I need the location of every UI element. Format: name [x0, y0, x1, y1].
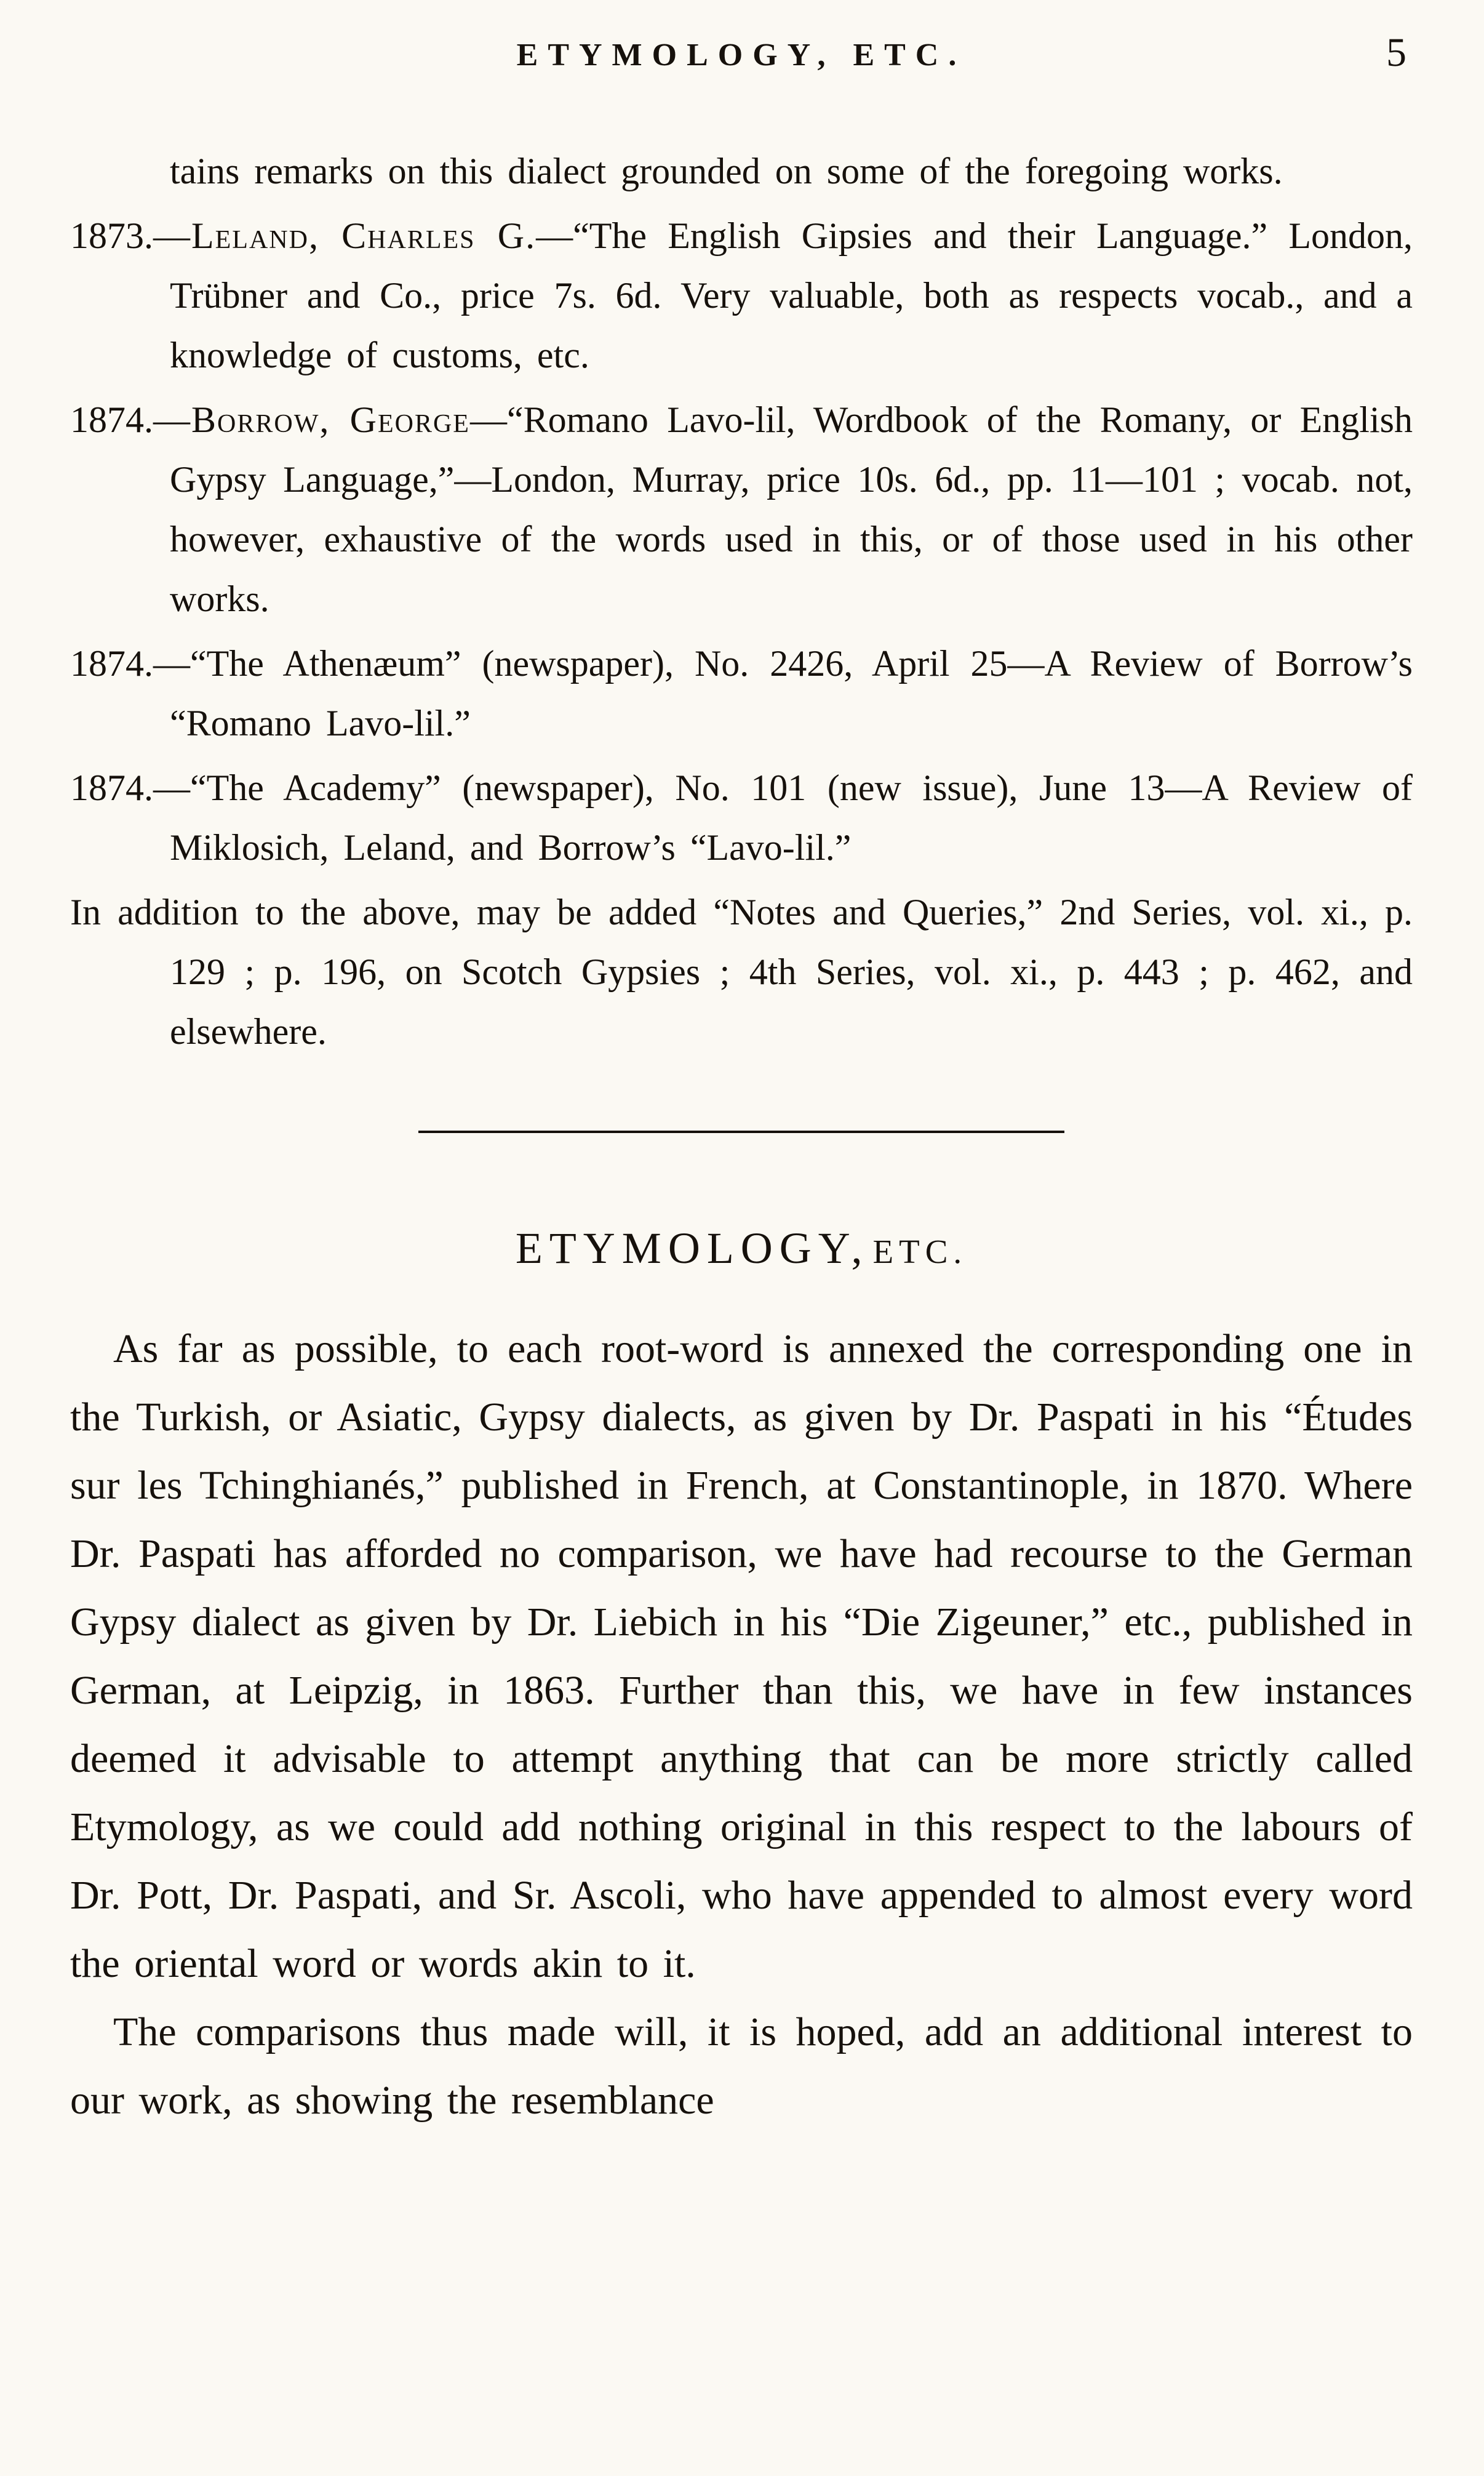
bibliography-entry	[70, 883, 1413, 1062]
section-heading	[70, 1223, 1413, 1274]
section-divider	[418, 1131, 1064, 1133]
bibliography-entry	[70, 758, 1413, 878]
continuation-text: tains remarks on this dialect grounded on some of the foregoing works.	[170, 151, 1283, 191]
entry-year: 1874.	[70, 643, 153, 684]
section-heading-main: ETYMOLOGY,	[515, 1224, 869, 1273]
intro-paragraph: As far as possible, to each root-word is annexed the corresponding one in the Turkish, or Asiatic, Gypsy dialects, as given by Dr. Paspati in his “Études sur les Tchinghianés,” published in French, at Constantinople, in 1870. Where Dr. Paspati has afforded no comparison, we have had recourse to the German Gypsy dialect as given by Dr. Liebich in his “Die Zigeuner,” etc., published in German, at Leipzig, in 1863. Further than this, we have in few instances deemed it advisable to attempt anything that can be more strictly called Etymology, as we could add nothing original in this respect to the labours of Dr. Pott, Dr. Paspati, and Sr. Ascoli, who have appended to almost every word the oriental word or words akin to it.	[70, 1326, 1413, 1986]
entry-text: —“The English Gipsies and their Language.” London, Trübner and Co., price 7s. 6d. Very valuable, both as respects vocab., and a knowledge of customs, etc.	[170, 215, 1413, 375]
entry-year: 1874.	[70, 767, 153, 808]
entry-author: —Leland, Charles G.	[153, 215, 537, 256]
etymology-section	[70, 1223, 1413, 2134]
entry-text: —“The Athenæum” (newspaper), No. 2426, April 25—A Review of Borrow’s “Romano Lavo-lil.”	[153, 643, 1413, 743]
bibliography-continuation	[70, 142, 1413, 201]
entry-text: —“Romano Lavo-lil, Wordbook of the Romany, or English Gypsy Language,”—London, Murray, price 10s. 6d., pp. 11—101 ; vocab. not, however, exhaustive of the words used in this, or of those used in his other works.	[170, 399, 1413, 619]
bibliography-section	[70, 142, 1413, 1062]
bibliography-entry	[70, 634, 1413, 753]
entry-year: 1874.	[70, 399, 153, 440]
page-header	[70, 30, 1413, 90]
entry-text: In addition to the above, may be added “Notes and Queries,” 2nd Series, vol. xi., p. 129 ; p. 196, on Scotch Gypsies ; 4th Series, vol. xi., p. 443 ; p. 462, and elsewhere.	[70, 892, 1413, 1052]
entry-text: —“The Academy” (newspaper), No. 101 (new issue), June 13—A Review of Miklosich, Leland, and Borrow’s “Lavo-lil.”	[153, 767, 1413, 868]
section-heading-etc: ETC.	[872, 1233, 968, 1270]
bibliography-entry	[70, 206, 1413, 385]
bibliography-entry	[70, 390, 1413, 629]
entry-author: —Borrow, George	[153, 399, 470, 440]
closing-paragraph: The comparisons thus made will, it is hoped, add an additional interest to our work, as showing the resemblance	[70, 2009, 1413, 2123]
running-head: ETYMOLOGY, ETC.	[516, 38, 967, 73]
page-number: 5	[1386, 30, 1406, 75]
entry-year: 1873.	[70, 215, 153, 256]
